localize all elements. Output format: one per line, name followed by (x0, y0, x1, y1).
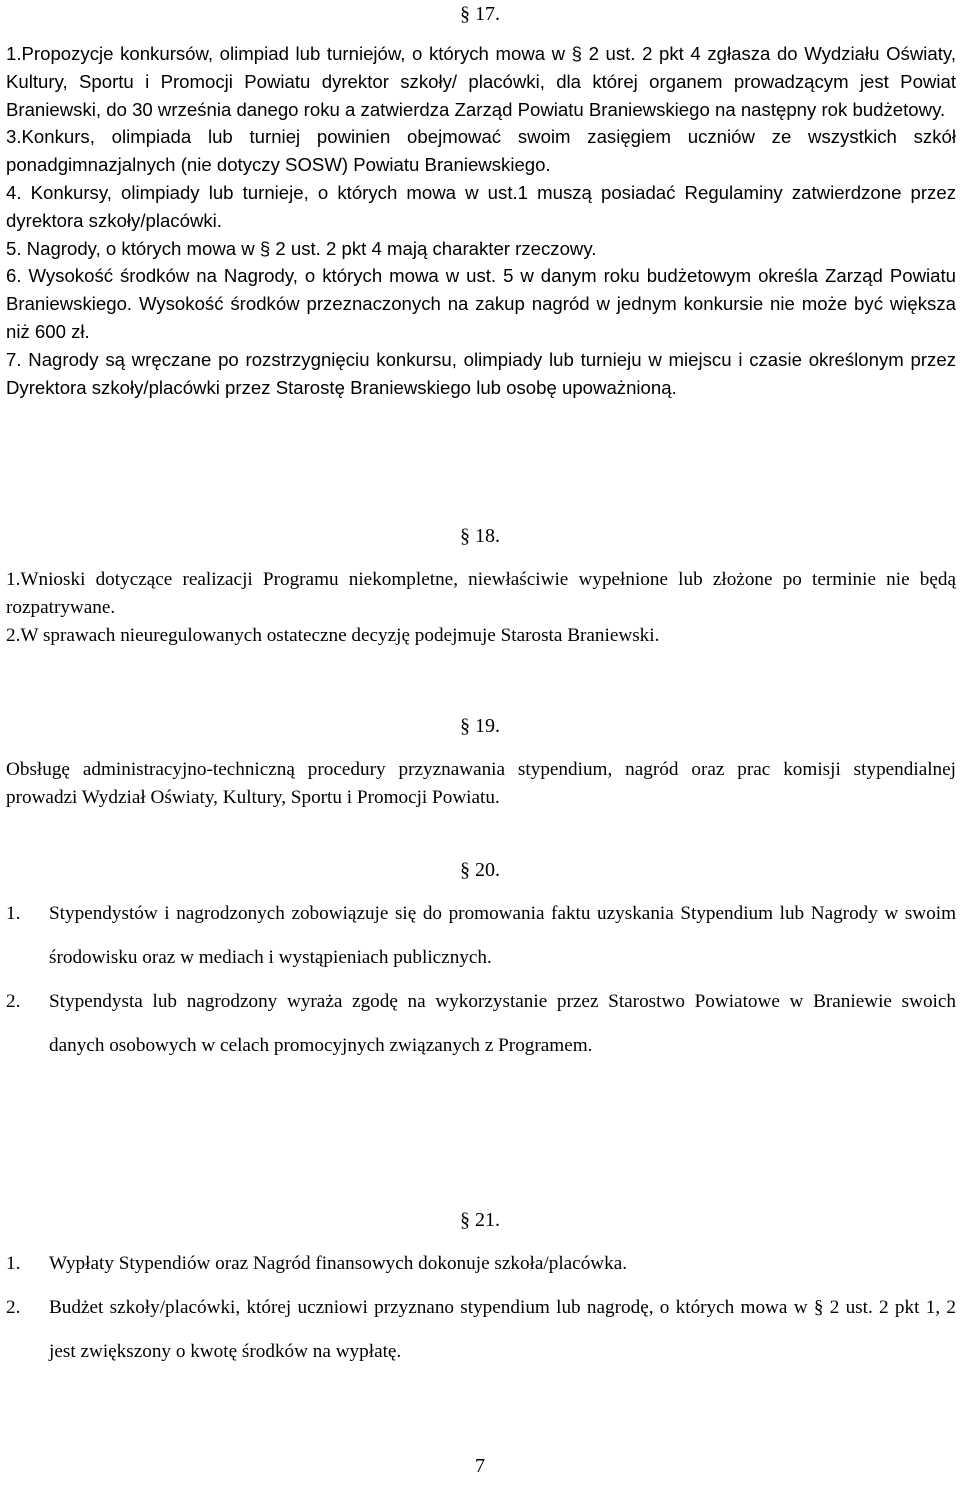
list-item (6, 892, 956, 980)
section-19-paragraph-1: Obsługę administracyjno-techniczną procedury przyznawania stypendium, nagród oraz prac komisji stypendialnej prowadzi Wydział Oświaty, Kultury, Sportu i Promocji Powiatu. (6, 759, 956, 808)
section-17-paragraph-3: 3.Konkurs, olimpiada lub turniej powinien obejmować swoim zasięgiem uczniów ze wszystkich szkół ponadgimnazjalnych (nie dotyczy SOSW) Powiatu Braniewskiego. (6, 126, 956, 176)
list-item-text: Stypendystów i nagrodzonych zobowiązuje się do promowania faktu uzyskania Stypendium lub Nagrody w swoim środowisku oraz w mediach i wystąpieniach publicznych. (49, 903, 956, 968)
section-18-body (6, 566, 956, 649)
section-17-paragraph-4: 4. Konkursy, olimpiady lub turnieje, o których mowa w ust.1 muszą posiadać Regulaminy zatwierdzone przez dyrektora szkoły/placówki. (6, 181, 956, 231)
list-item-text: Budżet szkoły/placówki, której uczniowi przyznano stypendium lub nagrodę, o których mowa w § 2 ust. 2 pkt 1, 2 jest zwiększony o kwotę środków na wypłatę. (49, 1297, 956, 1362)
section-18-paragraph-2: 2.W sprawach nieuregulowanych ostateczne decyzję podejmuje Starosta Braniewski. (6, 624, 660, 646)
section-17-paragraph-5: 5. Nagrody, o których mowa w § 2 ust. 2 pkt 4 mają charakter rzeczowy. (6, 237, 597, 259)
list-item-number: 2. (6, 1297, 21, 1318)
section-17-paragraph-7: 7. Nagrody są wręczane po rozstrzygnięciu konkursu, olimpiady lub turnieju w miejscu i czasie określonym przez Dyrektora szkoły/placówki przez Starostę Braniewskiego lub osobę upoważnioną. (6, 348, 956, 398)
list-item-number: 1. (6, 1253, 21, 1274)
page-number: 7 (475, 1455, 485, 1477)
section-20-heading: § 20. (460, 859, 500, 881)
section-19-heading: § 19. (460, 715, 500, 737)
section-21-heading: § 21. (460, 1209, 500, 1231)
list-item (6, 1242, 956, 1286)
section-19-body (6, 756, 956, 812)
list-item (6, 980, 956, 1068)
list-item (6, 1286, 956, 1374)
list-item-number: 1. (6, 903, 21, 924)
section-21-list (6, 1242, 956, 1374)
section-18-paragraph-1: 1.Wnioski dotyczące realizacji Programu niekompletne, niewłaściwie wypełnione lub złożone po terminie nie będą rozpatrywane. (6, 569, 956, 618)
section-17-paragraph-1: 1.Propozycje konkursów, olimpiad lub turniejów, o których mowa w § 2 ust. 2 pkt 4 zgłasza do Wydziału Oświaty, Kultury, Sportu i Promocji Powiatu dyrektor szkoły/ placówki, dla której organem prowadzącym jest Powiat Braniewski, do 30 września danego roku a zatwierdza Zarząd Powiatu Braniewskiego na następny rok budżetowy. (6, 43, 956, 120)
section-17-paragraph-6: 6. Wysokość środków na Nagrody, o których mowa w ust. 5 w danym roku budżetowym określa Zarząd Powiatu Braniewskiego. Wysokość środków przeznaczonych na zakup nagród w jednym konkursie nie może być większa niż 600 zł. (6, 265, 956, 342)
list-item-text: Stypendysta lub nagrodzony wyraża zgodę na wykorzystanie przez Starostwo Powiatowe w Braniewie swoich danych osobowych w celach promocyjnych związanych z Programem. (49, 991, 956, 1056)
section-18-heading: § 18. (460, 525, 500, 547)
list-item-text: Wypłaty Stypendiów oraz Nagród finansowych dokonuje szkoła/placówka. (49, 1253, 628, 1274)
section-17-heading: § 17. (460, 3, 500, 25)
section-20-list (6, 892, 956, 1068)
list-item-number: 2. (6, 991, 21, 1012)
section-17-body (6, 40, 956, 401)
